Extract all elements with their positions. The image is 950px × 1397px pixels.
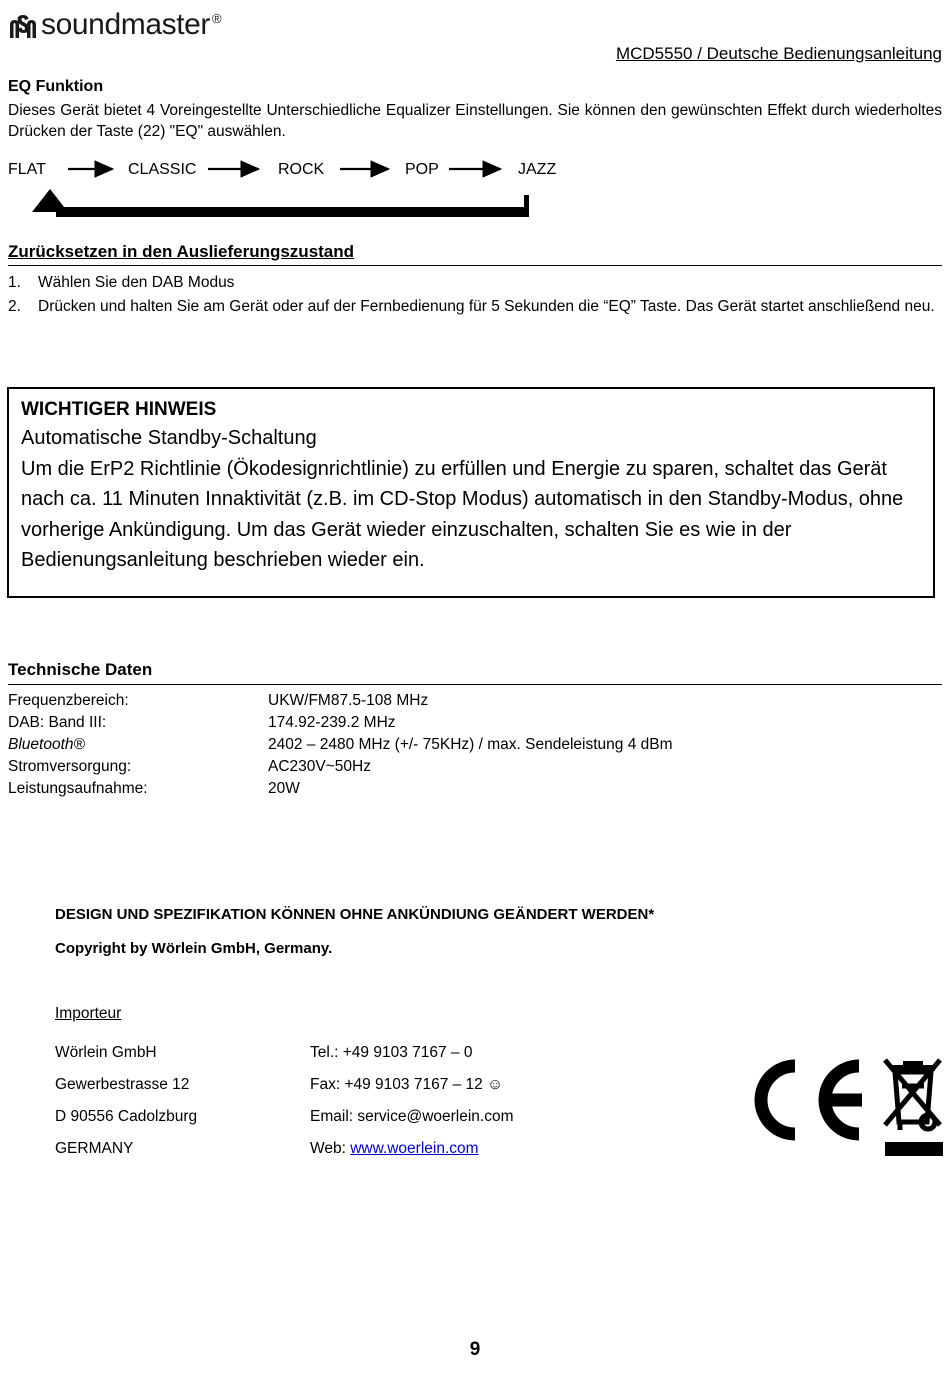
table-row [55, 1037, 514, 1069]
table-row [8, 734, 942, 756]
contact-label: Web: [310, 1140, 351, 1157]
importer-contact-line [310, 1101, 514, 1133]
eq-step-classic: CLASSIC [128, 161, 197, 178]
eq-step-rock: ROCK [278, 161, 325, 178]
brand-name: soundmaster ® [41, 8, 222, 41]
table-row [55, 1069, 514, 1101]
eq-section-title: EQ Funktion [8, 78, 104, 95]
step-text: Wählen Sie den DAB Modus [38, 274, 235, 291]
importer-contact-table [55, 1037, 514, 1165]
list-item [8, 296, 942, 318]
notice-subtitle: Automatische Standby-Schaltung [21, 427, 317, 449]
importer-contact-line [310, 1069, 514, 1101]
eq-section-paragraph: Dieses Gerät bietet 4 Voreingestellte Unterschiedliche Equalizer Einstellungen. Sie können den gewünschten Effekt durch wiederholtes Drücken der Taste (22) "EQ" auswählen. [8, 102, 942, 141]
table-row [55, 1101, 514, 1133]
design-change-note: DESIGN UND SPEZIFIKATION KÖNNEN OHNE ANKÜNDIUNG GEÄNDERT WERDEN* [55, 906, 655, 923]
tech-value: 2402 – 2480 MHz (+/- 75KHz) / max. Sendeleistung 4 dBm [268, 736, 673, 753]
tech-data-divider [8, 684, 942, 685]
eq-flow-diagram [0, 155, 600, 225]
importer-address-line: Wörlein GmbH [55, 1044, 157, 1061]
important-notice-box [7, 387, 935, 598]
tech-label: Stromversorgung: [8, 758, 132, 775]
tech-label: Bluetooth® [8, 736, 85, 753]
notice-title: WICHTIGER HINWEIS [21, 399, 217, 420]
contact-label: Fax: +49 9103 7167 – 12 ☺ [310, 1076, 503, 1093]
contact-label: Tel.: +49 9103 7167 – 0 [310, 1044, 473, 1061]
tech-label: Frequenzbereich: [8, 692, 129, 709]
importer-contact-line [310, 1037, 514, 1069]
compliance-marks [735, 1030, 945, 1165]
document-title: MCD5550 / Deutsche Bedienungsanleitung [615, 44, 942, 63]
tech-label: Leistungsaufnahme: [8, 780, 148, 797]
tech-value: 20W [268, 780, 300, 797]
table-row [8, 778, 942, 800]
reset-section-title: Zurücksetzen in den Auslieferungszustand [8, 242, 355, 261]
eq-step-jazz: JAZZ [518, 161, 557, 178]
step-text: Drücken und halten Sie am Gerät oder auf der Fernbedienung für 5 Sekunden die “EQ” Taste. Das Gerät startet anschließend neu. [38, 298, 935, 315]
eq-step-jazz-prev: POP [405, 161, 439, 178]
soundmaster-logo-icon [8, 12, 38, 42]
importer-address-line: D 90556 Cadolzburg [55, 1108, 198, 1125]
eq-step-flat: FLAT [8, 161, 46, 178]
weee-crossed-bin-icon [885, 1060, 940, 1130]
reset-steps-list [8, 272, 942, 320]
importer-heading: Importeur [55, 1005, 122, 1022]
ce-mark-icon [761, 1066, 862, 1134]
notice-body: Um die ErP2 Richtlinie (Ökodesignrichtlinie) zu erfüllen und Energie zu sparen, schaltet das Gerät nach ca. 11 Minuten Innaktivität (z.B. im CD-Stop Modus) automatisch in den Standby-Modus, ohne vorherige Ankündigung. Um das Gerät wieder einzuschalten, schalten Sie es wie in der Bedienungsanleitung beschrieben wieder ein. [21, 458, 904, 572]
list-item [8, 272, 942, 294]
importer-address-line: Gewerbestrasse 12 [55, 1076, 190, 1093]
copyright-note: Copyright by Wörlein GmbH, Germany. [55, 940, 333, 957]
registered-mark-icon: ® [212, 11, 222, 26]
contact-label: Email: service@woerlein.com [310, 1108, 514, 1125]
table-row [8, 690, 942, 712]
tech-data-table [8, 690, 942, 800]
step-number: 1. [8, 274, 21, 291]
tech-value: UKW/FM87.5-108 MHz [268, 692, 429, 709]
brand-logo [8, 10, 221, 42]
table-row [55, 1133, 514, 1165]
table-row [8, 756, 942, 778]
tech-label: DAB: Band III: [8, 714, 107, 731]
importer-address-line: GERMANY [55, 1140, 134, 1157]
weee-solid-bar-icon [885, 1142, 943, 1156]
reset-section-divider [8, 265, 942, 266]
step-number: 2. [8, 298, 21, 315]
website-link[interactable]: www.woerlein.com [350, 1140, 479, 1157]
importer-contact-line [310, 1133, 514, 1165]
table-row [8, 712, 942, 734]
tech-data-title: Technische Daten [8, 660, 153, 679]
page-number: 9 [469, 1339, 481, 1360]
tech-value: 174.92-239.2 MHz [268, 714, 396, 731]
tech-value: AC230V~50Hz [268, 758, 371, 775]
